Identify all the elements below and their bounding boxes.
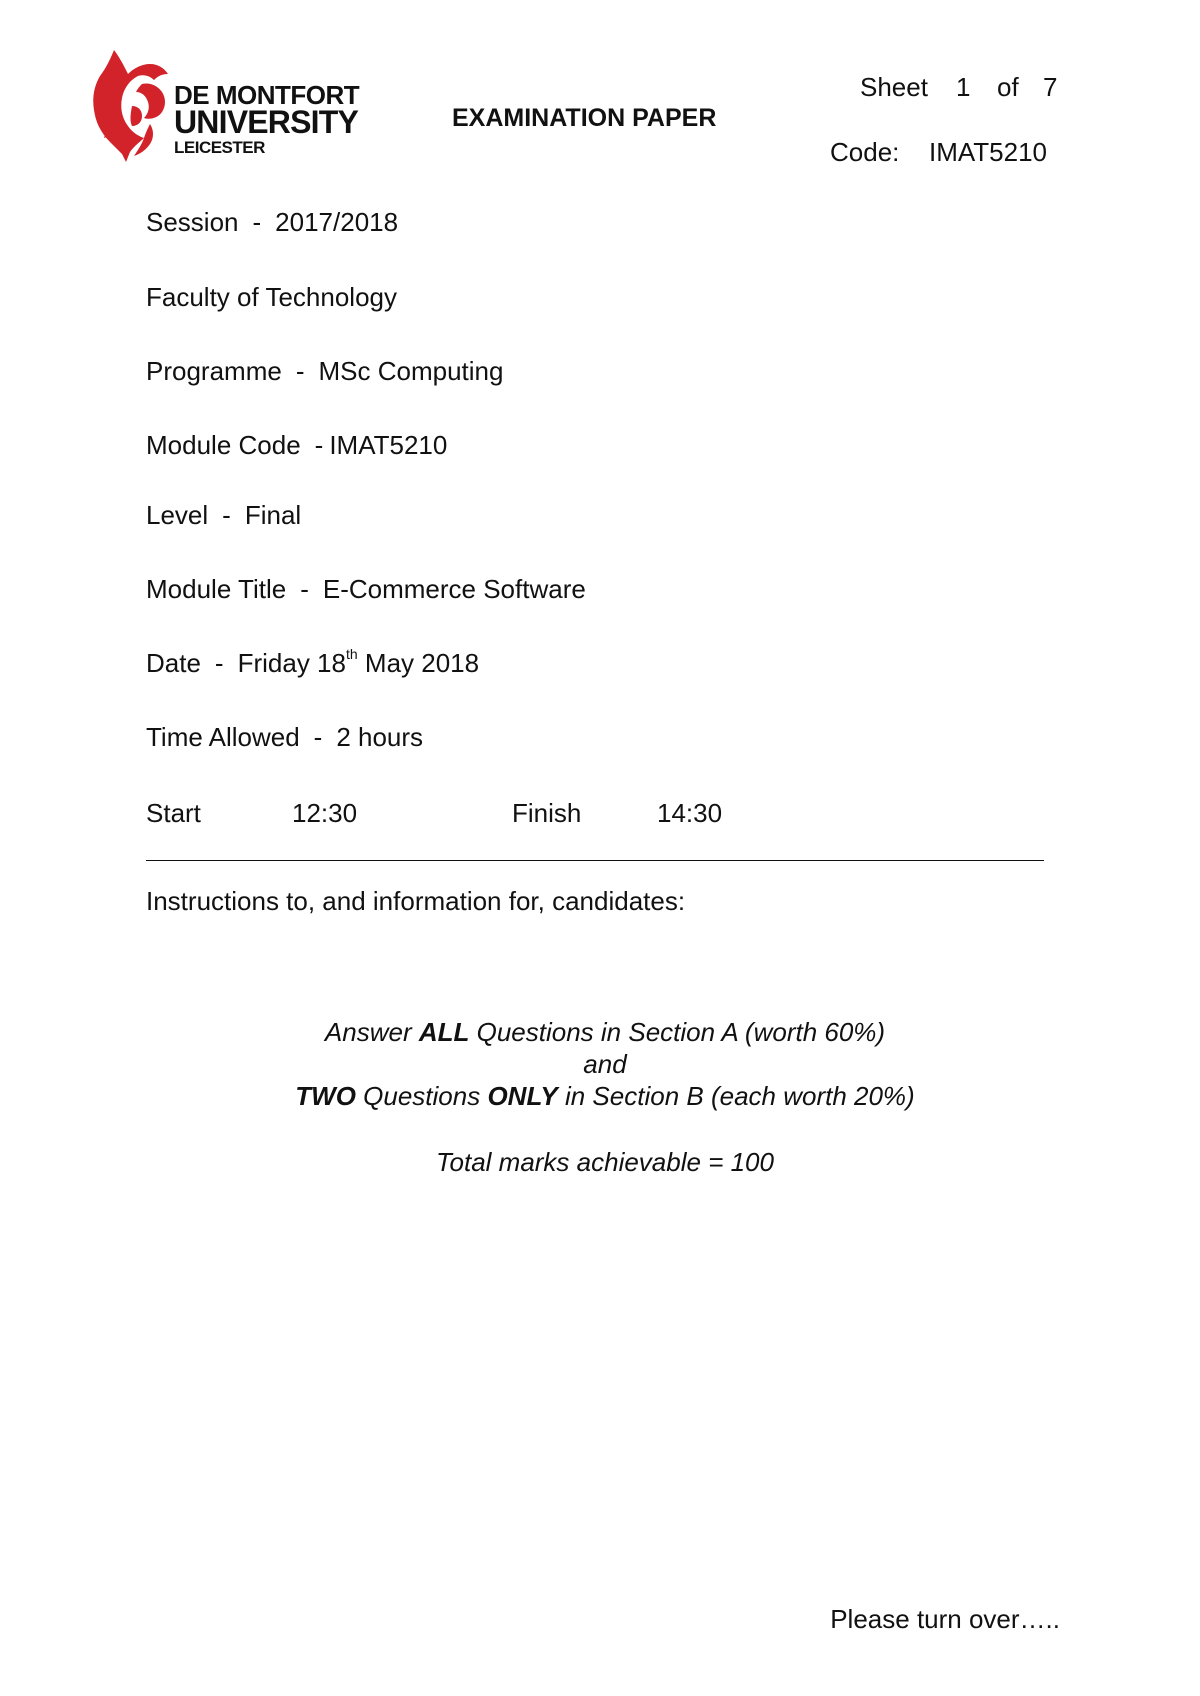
sheet-total: 7 <box>1043 72 1058 102</box>
finish-value: 14:30 <box>657 798 723 828</box>
instruction-line-2: TWO Questions ONLY in Section B (each worth 20%) <box>295 1081 915 1111</box>
programme-label: Programme <box>146 356 282 386</box>
module-title-label: Module Title <box>146 574 287 604</box>
university-logo <box>92 46 372 166</box>
divider-line <box>146 860 1044 861</box>
dash: - <box>252 207 262 237</box>
sheet-of: of <box>997 72 1019 102</box>
faculty-row: Faculty of Technology <box>146 282 397 312</box>
time-allowed-row <box>146 722 423 753</box>
dash: - <box>314 430 324 460</box>
module-code-value: IMAT5210 <box>329 430 448 460</box>
module-title-row <box>146 574 586 605</box>
finish-label: Finish <box>512 798 582 828</box>
module-code-row <box>146 430 447 461</box>
programme-row <box>146 356 503 387</box>
module-code-label: Module Code <box>146 430 301 460</box>
logo-line-university: UNIVERSITY <box>174 104 359 140</box>
module-title-value: E-Commerce Software <box>322 574 586 604</box>
exam-title: EXAMINATION PAPER <box>452 104 717 132</box>
dash: - <box>313 722 323 752</box>
start-label: Start <box>146 798 201 828</box>
date-day: Friday 18 <box>237 648 346 678</box>
total-marks: Total marks achievable = 100 <box>436 1147 774 1177</box>
level-value: Final <box>244 500 302 530</box>
leicester-wyvern-icon <box>92 46 174 164</box>
dash: - <box>222 500 231 530</box>
date-row <box>146 648 479 679</box>
session-label: Session <box>146 207 239 237</box>
emphasis-two: TWO <box>295 1081 356 1111</box>
instruction-line-and: and <box>583 1049 627 1079</box>
time-allowed-label: Time Allowed <box>146 722 300 752</box>
programme-value: MSc Computing <box>318 356 504 386</box>
dash: - <box>214 648 224 678</box>
instruction-line-1: Answer ALL Questions in Section A (worth 60%) <box>324 1017 886 1047</box>
level-row <box>146 500 301 531</box>
start-value: 12:30 <box>292 798 358 828</box>
date-label: Date <box>146 648 201 678</box>
logo-line-leicester: LEICESTER <box>174 138 265 157</box>
date-suffix: th <box>345 646 358 663</box>
level-label: Level <box>146 500 209 530</box>
session-value: 2017/2018 <box>275 207 399 237</box>
please-turn-over: Please turn over….. <box>830 1604 1060 1634</box>
session-row <box>146 207 398 238</box>
code-value: IMAT5210 <box>929 137 1048 167</box>
instructions-heading: Instructions to, and information for, candidates: <box>146 886 686 916</box>
dash: - <box>295 356 305 386</box>
dash: - <box>300 574 309 604</box>
emphasis-only: ONLY <box>487 1081 558 1111</box>
date-rest: May 2018 <box>364 648 480 678</box>
emphasis-all: ALL <box>418 1017 470 1047</box>
sheet-number: 1 <box>956 72 971 102</box>
sheet-label: Sheet <box>860 72 928 102</box>
code-label: Code: <box>830 137 900 167</box>
logo-line-de-montfort: DE MONTFORT <box>174 80 360 110</box>
time-allowed-value: 2 hours <box>336 722 424 752</box>
